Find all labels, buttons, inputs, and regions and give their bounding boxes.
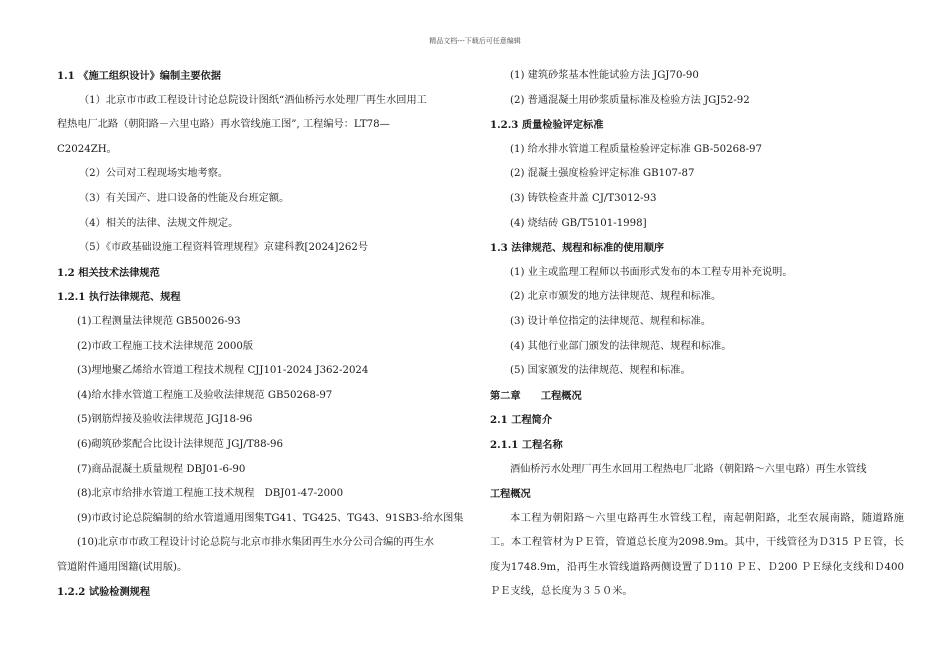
text-line: C2024ZH。	[57, 143, 117, 155]
section-heading: 1.2.1 执行法律规范、规程	[57, 291, 181, 304]
text-line: (9)市政讨论总院编制的给水管道通用图集TG41、TG425、TG43、91SB3-给水图集	[77, 512, 464, 524]
text-line: (1) 业主或监理工程师以书面形式发布的本工程专用补充说明。	[510, 266, 793, 278]
text-line: (3) 铸铁检查井盖 CJ/T3012-93	[510, 192, 657, 204]
page-header: 精品文档---下载后可任意编辑	[429, 37, 521, 45]
text-line: 本工程为朝阳路～六里屯路再生水管线工程，南起朝阳路，北至农展南路，随道路施工。本工程管材为ＰＥ管，管道总长度为2098.9m。其中，干线管径为Ｄ315 ＰＥ管，长度为1748.9m，沿再生水管线道路两侧设置了Ｄ110 ＰＥ、Ｄ200 ＰＥ绿化支线和Ｄ400 ＰＥ支线，总长度为３５０米。	[490, 512, 904, 598]
text-line: （4）相关的法律、法规文件规定。	[79, 217, 239, 229]
text-line: 酒仙桥污水处理厂再生水回用工程热电厂北路（朝阳路～六里屯路）再生水管线	[510, 463, 867, 475]
section-heading: 1.2 相关技术法律规范	[57, 266, 160, 279]
text-line: (2) 北京市颁发的地方法律规范、规程和标准。	[510, 291, 722, 303]
text-line: （5）《市政基础设施工程资料管理规程》京建科教[2024]262号	[79, 242, 369, 254]
section-heading: 1.1 《施工组织设计》编制主要依据	[57, 70, 221, 82]
section-heading: 1.2.2 试验检测规程	[57, 586, 151, 599]
text-line: (6)砌筑砂浆配合比设计法律规范 JGJ/T88-96	[77, 438, 284, 450]
text-line: (1) 建筑砂浆基本性能试验方法 JGJ70-90	[510, 70, 699, 81]
text-line: (7)商品混凝土质量规程 DBJ01-6-90	[77, 463, 246, 475]
text-line: 程热电厂北路（朝阳路－六里屯路）再水管线施工图”, 工程编号：LT78—	[57, 119, 390, 131]
text-line: （1）北京市市政工程设计讨论总院设计图纸“酒仙桥污水处理厂再生水回用工	[79, 94, 427, 106]
text-line: (10)北京市市政工程设计讨论总院与北京市排水集团再生水分公司合编的再生水	[77, 537, 435, 549]
text-line: （2）公司对工程现场实地考察。	[79, 168, 229, 180]
section-heading: 第二章 工程概况	[490, 389, 582, 402]
text-line: (5) 国家颁发的法律规范、规程和标准。	[510, 365, 691, 377]
right-column	[490, 64, 904, 605]
text-line: (5)钢筋焊接及验收法律规范 JGJ18-96	[77, 414, 253, 426]
text-line: (2) 混凝土强度检验评定标准 GB107-87	[510, 168, 695, 180]
text-line: （3）有关国产、进口设备的性能及台班定额。	[79, 192, 290, 204]
text-line: 管道附件通用图籍(试用版)。	[57, 561, 188, 573]
section-heading: 2.1.1 工程名称	[490, 438, 563, 451]
text-line: (2) 普通混凝土用砂浆质量标准及检验方法 JGJ52-92	[510, 94, 750, 106]
section-heading: 1.2.3 质量检验评定标准	[490, 119, 604, 132]
text-line: (2)市政工程施工技术法律规范 2000版	[77, 340, 254, 352]
text-line: (8)北京市给排水管道工程施工技术规程 DBJ01-47-2000	[77, 488, 344, 500]
section-heading: 工程概况	[490, 488, 531, 501]
text-line: (3) 设计单位指定的法律规范、规程和标准。	[510, 315, 712, 327]
section-heading: 1.3 法律规范、规程和标准的使用顺序	[490, 242, 665, 255]
text-line: (1) 给水排水管道工程质量检验评定标准 GB-50268-97	[510, 143, 762, 155]
text-line: (4)给水排水管道工程施工及验收法律规范 GB50268-97	[77, 389, 333, 401]
text-line: (4) 烧结砖 GB/T5101-1998]	[510, 217, 647, 229]
text-line: (1)工程测量法律规范 GB50026-93	[77, 315, 241, 327]
text-line: (4) 其他行业部门颁发的法律规范、规程和标准。	[510, 340, 732, 352]
left-column	[57, 64, 473, 605]
text-line: (3)埋地聚乙烯给水管道工程技术规程 CJJ101-2024 J362-2024	[77, 365, 369, 377]
section-heading: 2.1 工程简介	[490, 414, 553, 427]
